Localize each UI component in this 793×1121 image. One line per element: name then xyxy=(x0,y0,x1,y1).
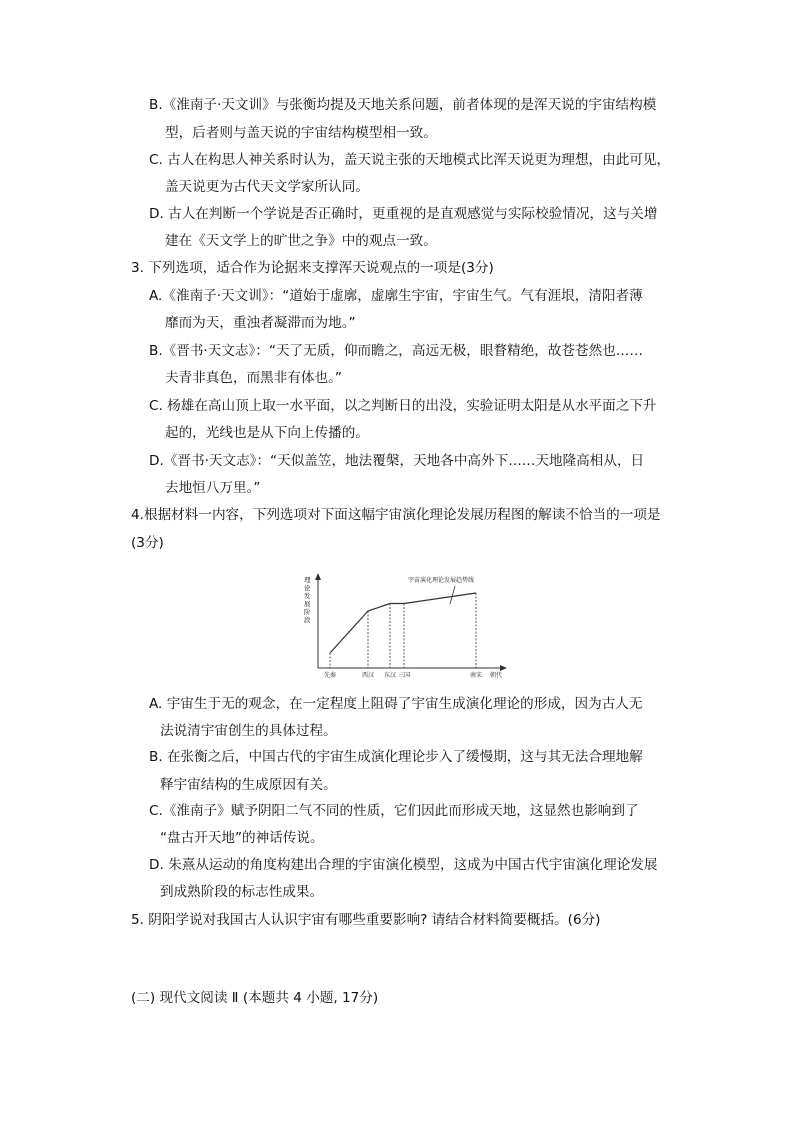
x-tick-label: 西汉 xyxy=(361,672,375,679)
q4-option-a-line1: A. 宇宙生于无的观念，在一定程度上阻碍了宇宙生成演化理论的形成，因为古人无 xyxy=(149,696,643,712)
x-axis-label: 朝代 xyxy=(490,672,503,679)
y-axis-label-char: 理 xyxy=(304,576,311,584)
section-heading: (二) 现代文阅读 Ⅱ (本题共 4 小题, 17分) xyxy=(131,990,379,1006)
q3-option-d-line2: 去地恒八万里。” xyxy=(165,480,261,496)
x-axis-arrow xyxy=(500,665,507,671)
annotation-pointer xyxy=(450,586,455,604)
y-axis-arrow xyxy=(315,573,321,580)
q4-option-c-line2: “盘古开天地”的神话传说。 xyxy=(160,830,324,846)
q2-option-b-line2: 型，后者则与盖天说的宇宙结构模型相一致。 xyxy=(165,125,437,141)
y-axis-label-group xyxy=(304,576,311,624)
x-tick-label: 南宋 xyxy=(469,672,483,679)
y-axis-label-char: 论 xyxy=(304,584,311,592)
q4-stem-line2: (3分) xyxy=(131,535,164,551)
x-tick-labels xyxy=(324,671,482,679)
q3-option-b-line2: 夫青非真色，而黑非有体也。” xyxy=(165,370,342,386)
trend-line xyxy=(330,593,476,653)
q4-option-d-line2: 到成熟阶段的标志性成果。 xyxy=(160,884,324,900)
y-axis-label-char: 发 xyxy=(304,592,311,600)
q3-option-c-line1: C. 杨雄在高山顶上取一水平面，以之判断日的出没，实验证明太阳是从水平面之下升 xyxy=(149,398,657,414)
x-tick-label: 三国 xyxy=(397,672,411,679)
x-tick-label: 东汉 xyxy=(383,672,397,679)
q4-option-b-line1: B. 在张衡之后，中国古代的宇宙生成演化理论步入了缓慢期，这与其无法合理地解 xyxy=(149,749,643,765)
q2-option-c-line2: 盖天说更为古代天文学家所认同。 xyxy=(165,179,369,195)
q4-option-c-line1: C.《淮南子》赋予阴阳二气不同的性质，它们因此而形成天地，这显然也影响到了 xyxy=(149,803,639,819)
q3-option-d-line1: D.《晋书·天文志》：“天似盖笠，地法覆槃，天地各中高外下……天地隆高相从，日 xyxy=(149,453,645,469)
q4-option-a-line2: 法说清宇宙创生的具体过程。 xyxy=(160,723,337,739)
trend-annotation: 宇宙演化理论发展趋势线 xyxy=(408,577,475,584)
q2-option-d-line2: 建在《天文学上的旷世之争》中的观点一致。 xyxy=(165,233,437,249)
q3-option-a-line2: 靡而为天，重浊者凝滞而为地。” xyxy=(165,315,356,331)
q3-option-a-line1: A.《淮南子·天文训》：“道始于虚廓，虚廓生宇宙，宇宙生气。气有涯垠，清阳者薄 xyxy=(149,288,643,304)
q5-stem: 5. 阴阳学说对我国古人认识宇宙有哪些重要影响? 请结合材料简要概括。(6分) xyxy=(131,912,601,928)
cosmos-theory-chart xyxy=(300,570,510,682)
q3-option-c-line2: 起的，光线也是从下向上传播的。 xyxy=(165,425,369,441)
q3-option-b-line1: B.《晋书·天文志》：“天了无质，仰而瞻之，高远无极，眼瞀精绝，故苍苍然也…… xyxy=(149,343,643,359)
y-axis-label-char: 段 xyxy=(304,616,311,624)
q3-stem: 3. 下列选项，适合作为论据来支撑浑天说观点的一项是(3分) xyxy=(131,260,494,276)
y-axis-label-char: 展 xyxy=(304,600,311,608)
q4-option-d-line1: D. 朱熹从运动的角度构建出合理的宇宙演化模型，这成为中国古代宇宙演化理论发展 xyxy=(149,857,658,873)
dashed-guides xyxy=(330,593,476,668)
q4-option-b-line2: 释宇宙结构的生成原因有关。 xyxy=(160,777,337,793)
q2-option-c-line1: C. 古人在构思人神关系时认为，盖天说主张的天地模式比浑天说更为理想，由此可见， xyxy=(149,152,671,168)
q2-option-b-line1: B.《淮南子·天文训》与张衡均提及天地关系问题，前者体现的是浑天说的宇宙结构模 xyxy=(149,97,657,113)
x-tick-label: 先秦 xyxy=(323,672,337,679)
y-axis-label-char: 阶 xyxy=(304,608,311,616)
q2-option-d-line1: D. 古人在判断一个学说是否正确时，更重视的是直观感觉与实际校验情况，这与关增 xyxy=(149,206,658,222)
q4-stem-line1: 4.根据材料一内容，下列选项对下面这幅宇宙演化理论发展历程图的解读不恰当的一项是 xyxy=(131,507,661,523)
